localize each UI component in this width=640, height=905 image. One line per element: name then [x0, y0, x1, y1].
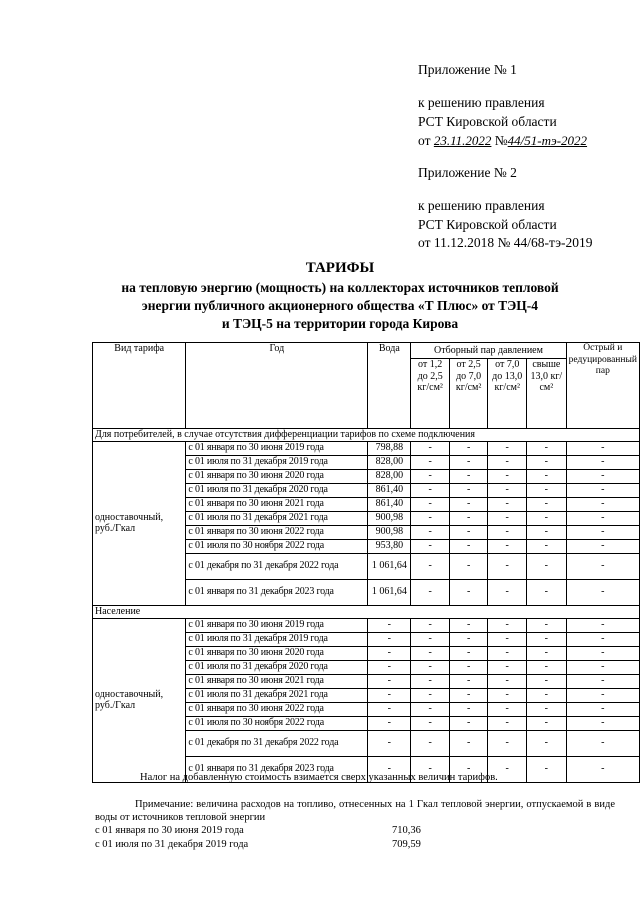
- p4-cell: -: [527, 688, 567, 702]
- p1-cell: -: [411, 455, 449, 469]
- p4-cell: -: [527, 632, 567, 646]
- p3-cell: -: [488, 730, 527, 756]
- sharp-cell: -: [566, 525, 639, 539]
- water-cell: -: [368, 660, 411, 674]
- table-row: [93, 618, 640, 632]
- p2-cell: -: [449, 730, 487, 756]
- p1-cell: -: [411, 483, 449, 497]
- header-tariff-type: Вид тарифа: [93, 343, 186, 429]
- water-cell: -: [368, 674, 411, 688]
- period-cell: с 01 января по 30 июня 2020 года: [186, 646, 368, 660]
- water-cell: -: [368, 702, 411, 716]
- p2-cell: -: [449, 539, 487, 553]
- p3-cell: -: [488, 716, 527, 730]
- p3-cell: -: [488, 455, 527, 469]
- p3-cell: -: [488, 702, 527, 716]
- section1-body: [93, 429, 640, 606]
- appendix1-decision-line: [418, 131, 587, 150]
- note-row-2-period: с 01 июля по 31 декабря 2019 года: [95, 839, 249, 850]
- sharp-cell: -: [566, 702, 639, 716]
- sharp-cell: -: [566, 756, 639, 782]
- p2-cell: -: [449, 688, 487, 702]
- header-sharp-steam: Острый и редуцированный пар: [566, 343, 639, 429]
- period-cell: с 01 января по 30 июня 2021 года: [186, 497, 368, 511]
- p3-cell: -: [488, 756, 527, 782]
- p3-cell: -: [488, 441, 527, 455]
- p4-cell: -: [527, 469, 567, 483]
- appendix1-line1: к решению правления: [418, 95, 545, 110]
- p1-cell: -: [411, 660, 449, 674]
- p1-cell: -: [411, 632, 449, 646]
- period-cell: с 01 января по 30 июня 2019 года: [186, 441, 368, 455]
- water-cell: 900,98: [368, 525, 411, 539]
- appendix1-from-prefix: от: [418, 133, 431, 148]
- p2-cell: -: [449, 469, 487, 483]
- p3-cell: -: [488, 632, 527, 646]
- sharp-cell: -: [566, 483, 639, 497]
- period-cell: с 01 июля по 31 декабря 2021 года: [186, 511, 368, 525]
- header-pressure-3: от 7,0 до 13,0 кг/см²: [488, 359, 527, 429]
- p1-cell: -: [411, 579, 449, 605]
- appendix2-line1: к решению правления: [418, 198, 545, 213]
- p2-cell: -: [449, 756, 487, 782]
- document-subtitle-line2: энергии публичного акционерного общества «Т Плюс» от ТЭЦ-4: [141, 298, 539, 313]
- period-cell: с 01 января по 31 декабря 2023 года: [186, 756, 368, 782]
- p4-cell: -: [527, 455, 567, 469]
- p4-cell: -: [527, 483, 567, 497]
- p3-cell: -: [488, 674, 527, 688]
- p1-cell: -: [411, 539, 449, 553]
- p4-cell: -: [527, 646, 567, 660]
- header-pressure-1: от 1,2 до 2,5 кг/см²: [411, 359, 449, 429]
- p4-cell: -: [527, 702, 567, 716]
- p3-cell: -: [488, 525, 527, 539]
- p3-cell: -: [488, 688, 527, 702]
- sharp-cell: -: [566, 730, 639, 756]
- p1-cell: -: [411, 702, 449, 716]
- header-water: Вода: [368, 343, 411, 429]
- appendix2-line2: РСТ Кировской области: [418, 217, 557, 232]
- p1-cell: -: [411, 441, 449, 455]
- sharp-cell: -: [566, 632, 639, 646]
- water-cell: -: [368, 632, 411, 646]
- tariff-type-label: одноставочный, руб./Гкал: [93, 441, 186, 605]
- p1-cell: -: [411, 511, 449, 525]
- p4-cell: -: [527, 756, 567, 782]
- water-cell: 861,40: [368, 483, 411, 497]
- sharp-cell: -: [566, 553, 639, 579]
- appendix2-line3: от 11.12.2018 № 44/68-тэ-2019: [418, 235, 593, 250]
- p2-cell: -: [449, 511, 487, 525]
- water-cell: 798,88: [368, 441, 411, 455]
- p2-cell: -: [449, 632, 487, 646]
- tariff-table: [92, 342, 640, 783]
- p2-cell: -: [449, 660, 487, 674]
- p3-cell: -: [488, 511, 527, 525]
- p4-cell: -: [527, 716, 567, 730]
- p4-cell: -: [527, 511, 567, 525]
- header-year: Год: [186, 343, 368, 429]
- p4-cell: -: [527, 553, 567, 579]
- period-cell: с 01 июля по 31 декабря 2020 года: [186, 483, 368, 497]
- handwritten-date: 23.11.2022: [433, 133, 492, 148]
- water-cell: -: [368, 716, 411, 730]
- period-cell: с 01 июля по 31 декабря 2021 года: [186, 688, 368, 702]
- period-cell: с 01 июля по 31 декабря 2020 года: [186, 660, 368, 674]
- period-cell: с 01 декабря по 31 декабря 2022 года: [186, 730, 368, 756]
- p2-cell: -: [449, 646, 487, 660]
- p3-cell: -: [488, 469, 527, 483]
- handwritten-number: 44/51-тэ-2022: [507, 133, 588, 148]
- p2-cell: -: [449, 455, 487, 469]
- water-cell: -: [368, 688, 411, 702]
- p3-cell: -: [488, 539, 527, 553]
- period-cell: с 01 января по 30 июня 2022 года: [186, 702, 368, 716]
- water-cell: 828,00: [368, 469, 411, 483]
- table-row: [93, 441, 640, 455]
- p4-cell: -: [527, 525, 567, 539]
- header-pressure-4: свыше 13,0 кг/см²: [527, 359, 567, 429]
- p2-cell: -: [449, 553, 487, 579]
- sharp-cell: -: [566, 618, 639, 632]
- p2-cell: -: [449, 618, 487, 632]
- p1-cell: -: [411, 553, 449, 579]
- p4-cell: -: [527, 660, 567, 674]
- p4-cell: -: [527, 539, 567, 553]
- note-row-1-period: с 01 января по 30 июня 2019 года: [95, 825, 244, 836]
- water-cell: -: [368, 756, 411, 782]
- sharp-cell: -: [566, 469, 639, 483]
- p2-cell: -: [449, 674, 487, 688]
- water-cell: -: [368, 618, 411, 632]
- period-cell: с 01 июля по 30 ноября 2022 года: [186, 716, 368, 730]
- p4-cell: -: [527, 441, 567, 455]
- period-cell: с 01 января по 30 июня 2022 года: [186, 525, 368, 539]
- p1-cell: -: [411, 730, 449, 756]
- tariff-type-label: одноставочный, руб./Гкал: [93, 618, 186, 782]
- sharp-cell: -: [566, 539, 639, 553]
- sharp-cell: -: [566, 441, 639, 455]
- sharp-cell: -: [566, 455, 639, 469]
- period-cell: с 01 декабря по 31 декабря 2022 года: [186, 553, 368, 579]
- sharp-cell: -: [566, 660, 639, 674]
- sharp-cell: -: [566, 511, 639, 525]
- p3-cell: -: [488, 646, 527, 660]
- p3-cell: -: [488, 660, 527, 674]
- period-cell: с 01 января по 30 июня 2019 года: [186, 618, 368, 632]
- header-steam: Отборный пар давлением: [411, 343, 566, 359]
- p2-cell: -: [449, 579, 487, 605]
- vat-note: Налог на добавленную стоимость взимается сверх указанных величин тарифов.: [140, 772, 498, 783]
- section1-title: Для потребителей, в случае отсутствия дифференциации тарифов по схеме подключения: [93, 429, 640, 442]
- p2-cell: -: [449, 441, 487, 455]
- p4-cell: -: [527, 618, 567, 632]
- p1-cell: -: [411, 674, 449, 688]
- p4-cell: -: [527, 730, 567, 756]
- p3-cell: -: [488, 579, 527, 605]
- water-cell: -: [368, 730, 411, 756]
- document-subtitle-line1: на тепловую энергию (мощность) на коллекторах источников тепловой: [121, 280, 559, 295]
- p4-cell: -: [527, 497, 567, 511]
- sharp-cell: -: [566, 688, 639, 702]
- section2-body: [93, 605, 640, 782]
- appendix1-num-prefix: №: [494, 133, 508, 148]
- water-cell: 1 061,64: [368, 579, 411, 605]
- p3-cell: -: [488, 483, 527, 497]
- period-cell: с 01 января по 31 декабря 2023 года: [186, 579, 368, 605]
- sharp-cell: -: [566, 646, 639, 660]
- p1-cell: -: [411, 497, 449, 511]
- appendix1-line2: РСТ Кировской области: [418, 114, 557, 129]
- period-cell: с 01 июля по 31 декабря 2019 года: [186, 632, 368, 646]
- period-cell: с 01 июля по 30 ноября 2022 года: [186, 539, 368, 553]
- p4-cell: -: [527, 579, 567, 605]
- p1-cell: -: [411, 618, 449, 632]
- sharp-cell: -: [566, 579, 639, 605]
- p1-cell: -: [411, 469, 449, 483]
- p1-cell: -: [411, 756, 449, 782]
- fuel-note-text: Примечание: величина расходов на топливо, отнесенных на 1 Гкал тепловой энергии, отпускаемой в виде воды от источников тепловой энергии: [95, 799, 615, 823]
- period-cell: с 01 января по 30 июня 2021 года: [186, 674, 368, 688]
- p3-cell: -: [488, 553, 527, 579]
- note-row-1-value: 710,36: [392, 825, 421, 836]
- sharp-cell: -: [566, 716, 639, 730]
- water-cell: 900,98: [368, 511, 411, 525]
- period-cell: с 01 января по 30 июня 2020 года: [186, 469, 368, 483]
- p2-cell: -: [449, 702, 487, 716]
- p3-cell: -: [488, 497, 527, 511]
- document-title: ТАРИФЫ: [305, 260, 375, 276]
- p1-cell: -: [411, 646, 449, 660]
- appendix2-title: Приложение № 2: [418, 165, 517, 180]
- water-cell: 1 061,64: [368, 553, 411, 579]
- water-cell: 861,40: [368, 497, 411, 511]
- p4-cell: -: [527, 674, 567, 688]
- p2-cell: -: [449, 497, 487, 511]
- p2-cell: -: [449, 483, 487, 497]
- p2-cell: -: [449, 716, 487, 730]
- water-cell: -: [368, 646, 411, 660]
- fuel-note: [95, 798, 615, 824]
- water-cell: 953,80: [368, 539, 411, 553]
- sharp-cell: -: [566, 497, 639, 511]
- p1-cell: -: [411, 688, 449, 702]
- sharp-cell: -: [566, 674, 639, 688]
- period-cell: с 01 июля по 31 декабря 2019 года: [186, 455, 368, 469]
- p1-cell: -: [411, 525, 449, 539]
- header-pressure-2: от 2,5 до 7,0 кг/см²: [449, 359, 487, 429]
- p3-cell: -: [488, 618, 527, 632]
- appendix1-title: Приложение № 1: [418, 62, 517, 77]
- note-row-2-value: 709,59: [392, 839, 421, 850]
- p1-cell: -: [411, 716, 449, 730]
- water-cell: 828,00: [368, 455, 411, 469]
- section2-title: Население: [93, 605, 640, 618]
- document-subtitle-line3: и ТЭЦ-5 на территории города Кирова: [221, 316, 459, 331]
- p2-cell: -: [449, 525, 487, 539]
